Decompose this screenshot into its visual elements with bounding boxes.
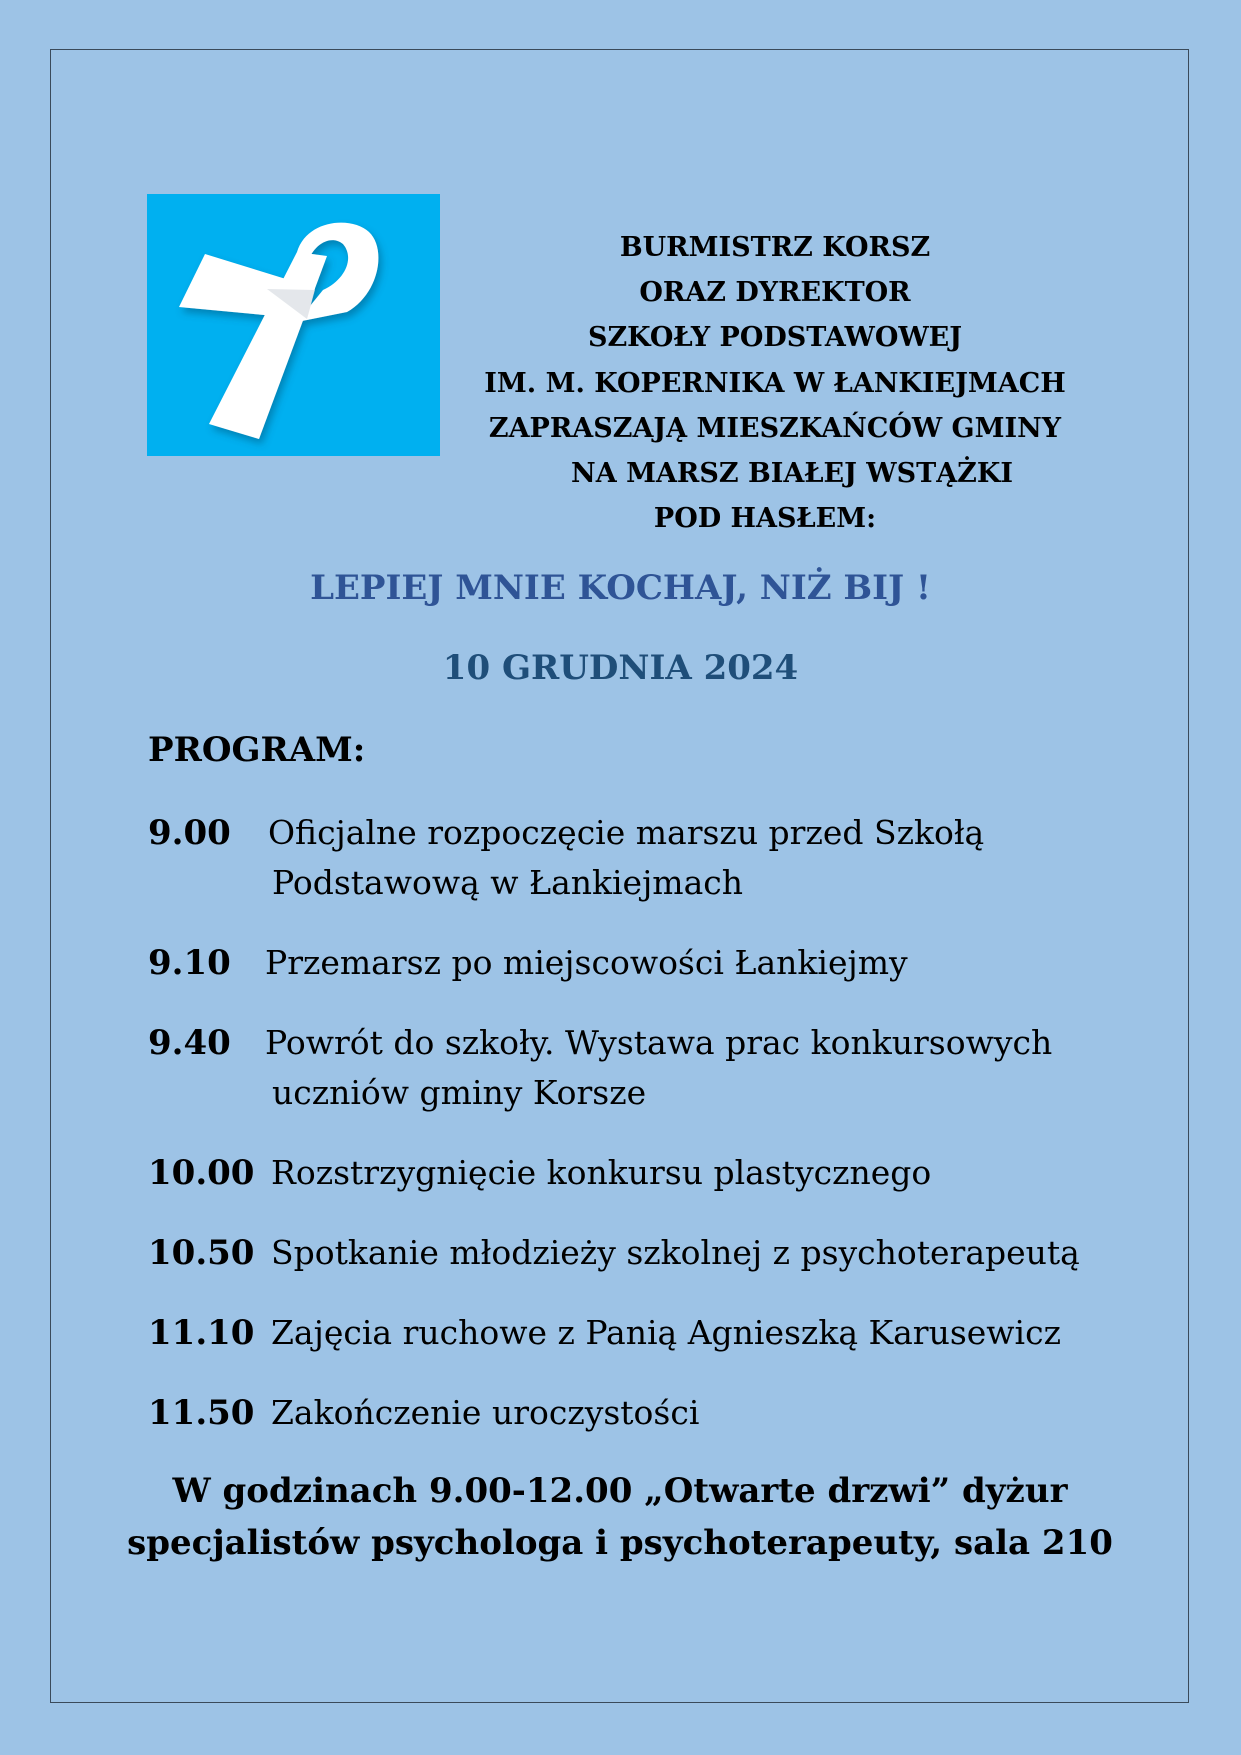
slogan: LEPIEJ MNIE KOCHAJ, NIŻ BIJ ! [310,568,931,608]
header-line: SZKOŁY PODSTAWOWEJ [587,322,963,354]
white-ribbon-icon [147,194,440,456]
program-time: 9.40 [148,1023,231,1063]
program-item [148,1308,1093,1358]
program-text: Zakończenie uroczystości [271,1393,700,1432]
open-doors-note [60,1465,1180,1569]
program-title: PROGRAM: [148,730,366,770]
program-time: 11.50 [148,1393,255,1433]
program-item [148,1228,1093,1278]
program-text: Podstawową w Łankiejmach [272,863,744,902]
program-text: Przemarsz po miejscowości Łankiejmy [265,943,908,982]
program-text: Spotkanie młodzieży szkolnej z psychoterapeutą [271,1233,1080,1272]
program-time: 11.10 [148,1313,255,1353]
program-time: 9.00 [148,813,231,853]
program-text: Rozstrzygnięcie konkursu plastycznego [271,1153,932,1192]
invitation-header [470,225,1080,541]
header-line: BURMISTRZ KORSZ [619,232,931,263]
program-time: 9.10 [148,943,231,983]
header-line: POD HASŁEM: [653,503,877,535]
program-time: 10.00 [148,1153,255,1193]
program-text: Powrót do szkoły. Wystawa prac konkursowych [265,1023,1053,1062]
header-line: ORAZ DYREKTOR [639,277,911,309]
program-item [148,1388,1093,1438]
program-text: Zajęcia ruchowe z Panią Agnieszką Karusewicz [271,1313,1061,1352]
program-item [148,1148,1093,1198]
program-item [148,1018,1093,1118]
note-line: W godzinach 9.00-12.00 „Otwarte drzwi” dyżur [172,1471,1068,1511]
header-line: IM. M. KOPERNIKA W ŁANKIEJMACH [484,367,1066,399]
note-line: specjalistów psychologa i psychoterapeuty, sala 210 [127,1523,1113,1563]
program-item [148,808,1093,908]
header-line: ZAPRASZAJĄ MIESZKAŃCÓW GMINY [488,412,1062,444]
event-date: 10 GRUDNIA 2024 [442,648,799,688]
program-text: Oficjalne rozpoczęcie marszu przed Szkołą [268,813,985,852]
program-time: 10.50 [148,1233,255,1273]
program-item [148,938,1093,988]
header-line: NA MARSZ BIAŁEJ WSTĄŻKI [571,458,1013,490]
program-text: uczniów gminy Korsze [272,1073,647,1112]
